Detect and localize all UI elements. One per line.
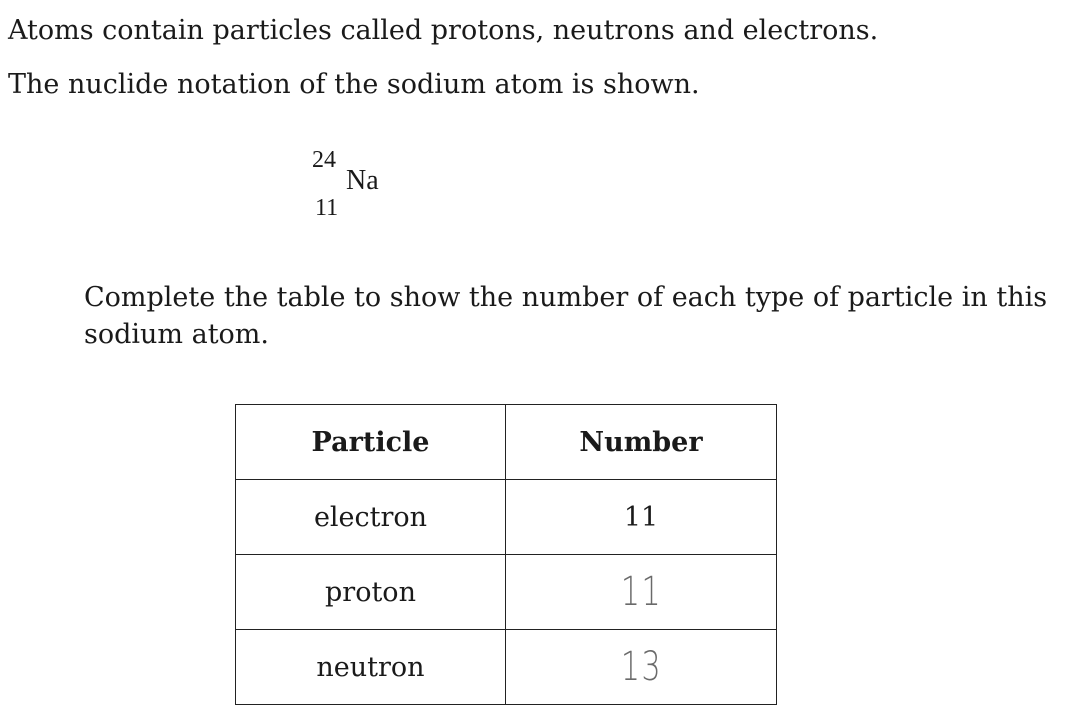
- particle-electron: electron: [236, 480, 506, 555]
- number-neutron[interactable]: [506, 630, 777, 705]
- table-row: [236, 480, 777, 555]
- header-particle: Particle: [236, 405, 506, 480]
- number-electron: 11: [506, 480, 777, 555]
- mass-number: 24: [312, 147, 336, 173]
- intro-line-2: The nuclide notation of the sodium atom is shown.: [8, 69, 700, 100]
- number-proton[interactable]: [506, 555, 777, 630]
- particle-proton: proton: [236, 555, 506, 630]
- question-text: Complete the table to show the number of each type of particle in this sodium atom.: [84, 282, 1048, 350]
- element-symbol: Na: [346, 165, 379, 196]
- intro-line-1: Atoms contain particles called protons, neutrons and electrons.: [8, 15, 879, 46]
- nuclide-notation: [312, 146, 402, 226]
- table-header-row: [236, 405, 777, 480]
- handwritten-answer: 13: [620, 644, 662, 690]
- table-row: [236, 555, 777, 630]
- handwritten-answer: 11: [620, 569, 662, 615]
- particle-table: [235, 404, 777, 705]
- header-number: Number: [506, 405, 777, 480]
- particle-neutron: neutron: [236, 630, 506, 705]
- atomic-number: 11: [315, 195, 339, 221]
- table-row: [236, 630, 777, 705]
